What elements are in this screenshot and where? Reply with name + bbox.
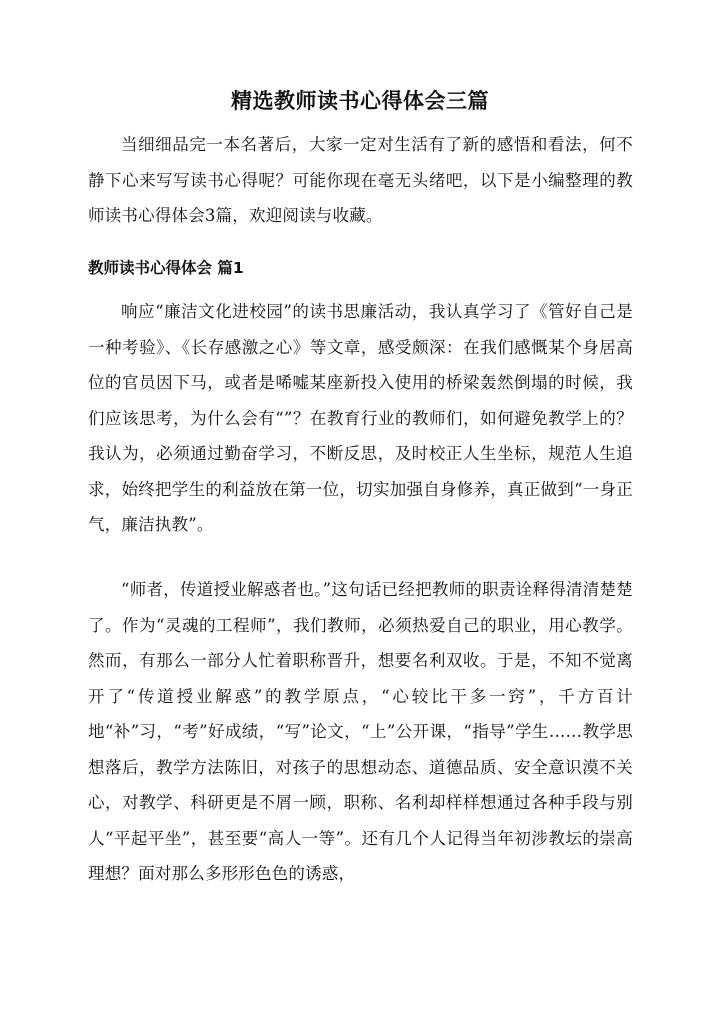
document-title: 精选教师读书心得体会三篇 [231,89,489,113]
section-heading: 教师读书心得体会 篇1 [88,259,244,277]
body-paragraph-1: 响应“廉洁文化进校园”的读书思廉活动，我认真学习了《管好自己是一种考验》、《长存感激之心》等文章，感受颇深：在我们感慨某个身居高位的官员因下马，或者是唏嘘某座新投入使用的桥梁轰然倒塌的时候，我们应该思考，为什么会有“”？在教育行业的教师们，如何避免教学上的？我认为，必须通过勤奋学习，不断反思，及时校正人生坐标，规范人生追求，始终把学生的利益放在第一位，切实加强自身修养，真正做到“一身正气，廉洁执教”。 [88,302,633,534]
intro-paragraph: 当细细品完一本名著后，大家一定对生活有了新的感悟和看法，何不静下心来写写读书心得呢？可能你现在毫无头绪吧，以下是小编整理的教师读书心得体会3篇，欢迎阅读与收藏。 [88,135,633,225]
body-paragraph-2: “师者，传道授业解惑者也。”这句话已经把教师的职责诠释得清清楚楚了。作为“灵魂的工程师”，我们教师，必须热爱自己的职业，用心教学。然而，有那么一部分人忙着职称晋升，想要名利双收。于是，不知不觉离开了“传道授业解惑”的教学原点，“心较比干多一窍”，千方百计地“补”习，“考”好成绩，“写”论文，“上”公开课，“指导”学生……教学思想落后，教学方法陈旧，对孩子的思想动态、道德品质、安全意识漠不关心，对教学、科研更是不屑一顾，职称、名利却样样想通过各种手段与别人“平起平坐”，甚至要“高人一等”。还有几个人记得当年初涉教坛的崇高理想？面对那么多形形色色的诱惑， [88,580,633,883]
